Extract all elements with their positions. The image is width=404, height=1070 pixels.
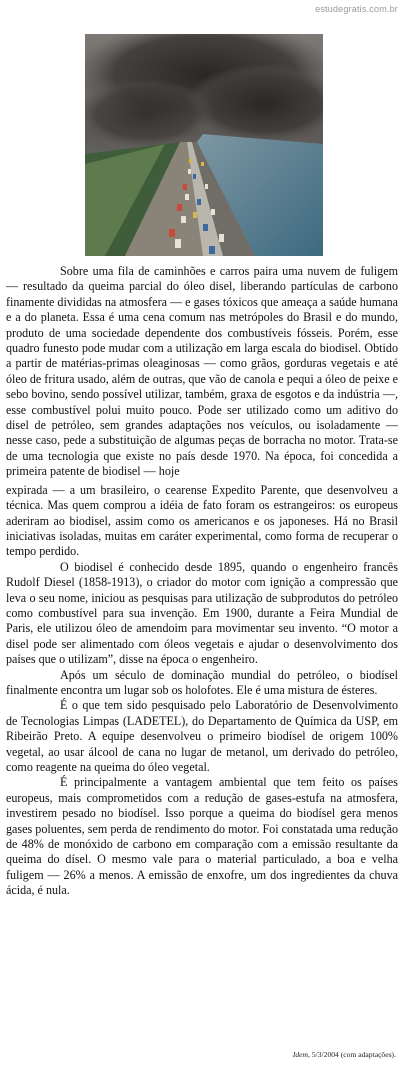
- smoke-highway-photo: [85, 34, 323, 256]
- article-paragraph: É principalmente a vantagem ambiental que tem feito os países europeus, mais comprometidos com a redução de gases-estufa na atmosfera, investirem pesado no biodísel. Isso porque a queima do biodísel gera menos gases poluentes, sem perda de rendimento do motor. Foi constatada uma redução de 48% de monóxido de carbono em comparação com a emissão resultante da queima do dísel. O mesmo vale para o material particulado, a boa e velha fuligem — 26% a menos. A emissão de enxofre, um dos ingredientes da chuva ácida, é nula.: [6, 775, 398, 898]
- site-watermark: estudegratis.com.br: [315, 4, 398, 14]
- photo-illustration: [85, 34, 323, 256]
- article-paragraph: É o que tem sido pesquisado pelo Laboratório de Desenvolvimento de Tecnologias Limpas (LADETEL), do Departamento de Química da USP, em Ribeirão Preto. A equipe desenvolveu o primeiro biodísel de origem 100% vegetal, ao usar álcool de cana no lugar de metanol, um derivado do petróleo, como reagente na queima do óleo vegetal.: [6, 698, 398, 774]
- article-body: [6, 264, 398, 899]
- source-rest: 5/3/2004 (com adaptações).: [309, 1050, 396, 1059]
- article-paragraph: expirada — a um brasileiro, o cearense Expedito Parente, que desenvolveu a técnica. Mas quem comprou a idéia de fato foram os estrangeiros: os europeus aderiram ao biodisel, assim como os americanos e os japoneses. Há no Brasil iniciativas isoladas, muitas em caráter experimental, como forma de recuperar o tempo perdido.: [6, 482, 398, 559]
- article-paragraph: O biodisel é conhecido desde 1895, quando o engenheiro francês Rudolf Diesel (1858-1913), o criador do motor com ignição a compressão que leva o seu nome, iniciou as pesquisas para utilização de subprodutos do petróleo como combustível para sua invenção. Em 1900, durante a Feira Mundial de Paris, ele utilizou óleo de amendoim para movimentar seu invento. “O motor a disel pode ser alimentado com óleos vegetais e ajudar o desenvolvimento dos países que o utilizam”, disse na época o engenheiro.: [6, 559, 398, 667]
- source-citation: [293, 1050, 396, 1059]
- article-paragraph: Sobre uma fila de caminhões e carros paira uma nuvem de fuligem — resultado da queima parcial do óleo disel, liberando partículas de carbono finamente divididas na atmosfera — e gases tóxicos que ameaça a saúde humana e a do planeta. Essa é uma cena comum nas metrópoles do Brasil e do mundo, produto de uma sociedade dependente dos combustíveis fósseis. Porém, esse quadro funesto pode mudar com a utilização em larga escala do biodisel. Obtido a partir de matérias-primas oleaginosas — como grãos, gorduras vegetais e até óleo de fritura usado, além de outras, que vão de canola e pequi a óleo de peixe e sebo bovino, sendo possível utilizar, também, graxa de esgotos e da indústria —, esse combustível polui muito pouco. Pode ser utilizado como um aditivo do disel de petróleo, sem grandes adaptações nos veículos, ou isoladamente — nesse caso, pede a substituição de algumas peças de borracha no motor. Trata-se de uma tecnologia que existe no país desde 1970. Na época, foi concedida a primeira patente de biodisel — hoje: [6, 264, 398, 479]
- article-paragraph: Após um século de dominação mundial do petróleo, o biodísel finalmente encontra um lugar sob os holofotes. Ele é uma mistura de ésteres.: [6, 667, 398, 697]
- source-italic: Idem,: [292, 1050, 310, 1059]
